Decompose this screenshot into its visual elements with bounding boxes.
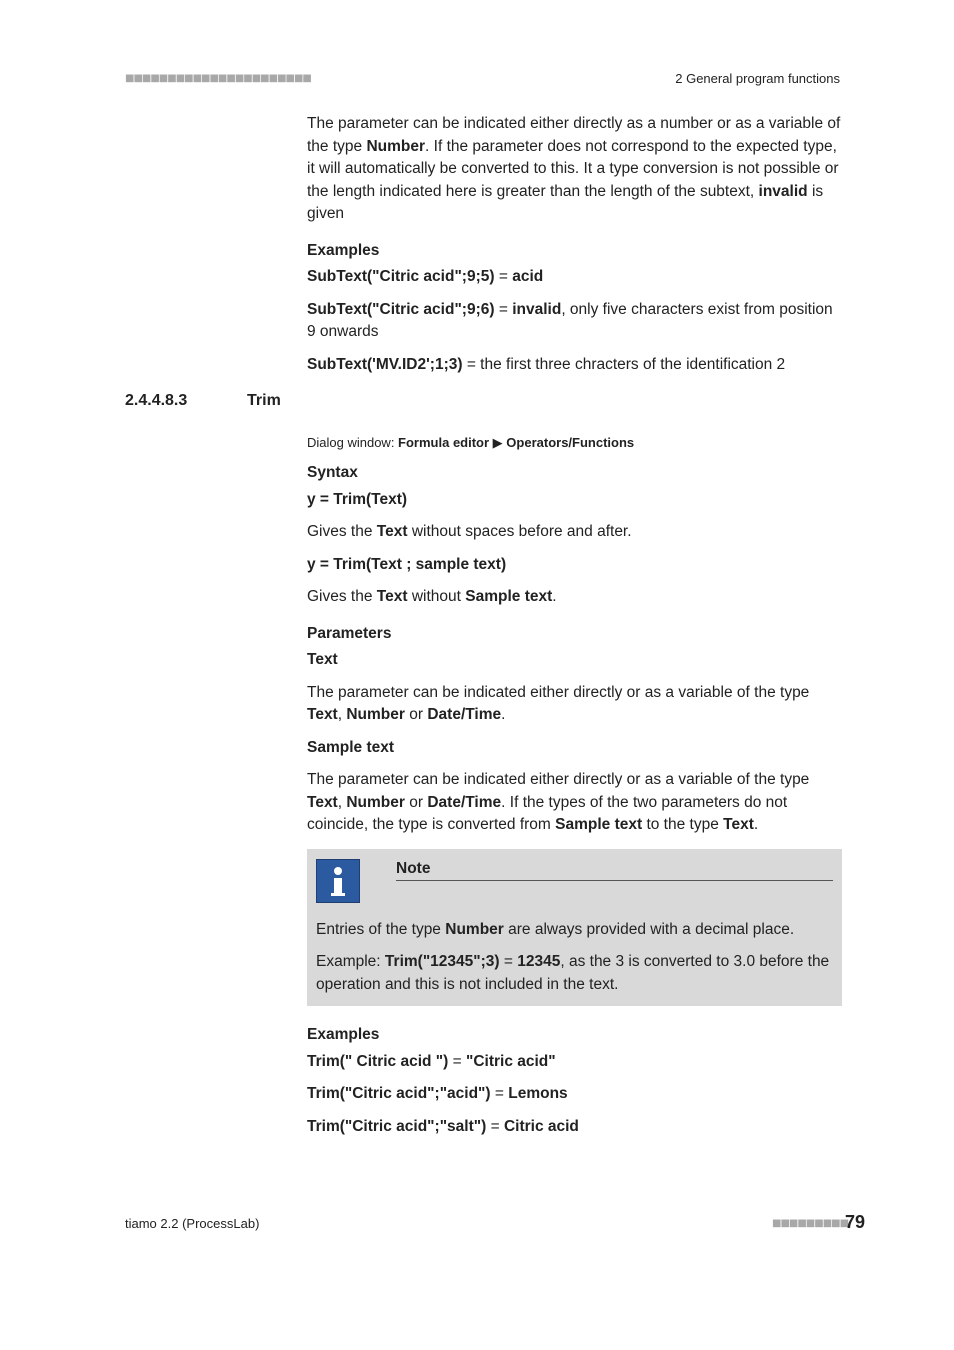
note-line-2: Example: Trim("12345";3) = 12345, as the 3 is converted to 3.0 before the operation and this is not included in the text. xyxy=(316,953,830,993)
note-header xyxy=(316,859,833,919)
example-line: Trim("Citric acid";"salt") = Citric acid xyxy=(307,1117,579,1135)
syntax-desc-1: Gives the Text without spaces before and after. xyxy=(307,523,632,540)
examples-heading: Examples xyxy=(307,1026,380,1043)
parameter-desc-text: The parameter can be indicated either directly or as a variable of the type Text, Number or Date/Time. xyxy=(307,683,810,723)
section-spacer xyxy=(307,386,842,434)
syntax-desc-2: Gives the Text without Sample text. xyxy=(307,588,557,605)
syntax-form-2: y = Trim(Text ; sample text) xyxy=(307,555,507,573)
syntax-form-1: y = Trim(Text) xyxy=(307,490,408,508)
info-icon xyxy=(316,859,360,903)
section-number: 2.4.4.8.3 xyxy=(125,392,188,409)
example-line: SubText("Citric acid";9;5) = acid xyxy=(307,268,544,285)
parameters-heading: Parameters xyxy=(307,624,392,642)
section-title: Trim xyxy=(247,392,281,409)
note-box xyxy=(307,849,842,1007)
example-line: Trim("Citric acid";"acid") = Lemons xyxy=(307,1085,568,1102)
dialog-path: Dialog window: Formula editor ▶ Operators/Functions xyxy=(307,435,635,450)
main-content xyxy=(307,113,842,1148)
footer-product-name: tiamo 2.2 (ProcessLab) xyxy=(125,1216,260,1231)
parameter-name-sample-text: Sample text xyxy=(307,738,395,756)
examples-heading: Examples xyxy=(307,241,380,259)
page-number: 79 xyxy=(845,1212,866,1232)
parameter-desc-sample-text: The parameter can be indicated either directly or as a variable of the type Text, Number or Date/Time. If the types of the two parameters do not coincide, the type is converted from Sample text to the type Text. xyxy=(307,771,810,833)
example-line: SubText("Citric acid";9;6) = invalid, only five characters exist from position 9 onwards xyxy=(307,300,833,340)
note-line-1: Entries of the type Number are always provided with a decimal place. xyxy=(316,920,795,938)
parameter-name-text: Text xyxy=(307,651,338,668)
header-decoration: ■■■■■■■■■■■■■■■■■■■■■■ xyxy=(125,73,311,84)
footer-decoration: ■■■■■■■■■ xyxy=(772,1218,849,1229)
header-chapter-title: 2 General program functions xyxy=(675,71,840,86)
example-line: Trim(" Citric acid ") = "Citric acid" xyxy=(307,1052,556,1070)
intro-paragraph: The parameter can be indicated either directly as a number or as a variable of the type Number. If the parameter does not correspond to the expected type, it will automatically be converted to this. It a type conversion is not possible or the length indicated here is greater than the length of the subtext, invalid is given xyxy=(307,115,841,222)
note-title: Note xyxy=(396,859,833,881)
syntax-heading: Syntax xyxy=(307,464,358,481)
example-line: SubText('MV.ID2';1;3) = the first three chracters of the identification 2 xyxy=(307,355,786,373)
